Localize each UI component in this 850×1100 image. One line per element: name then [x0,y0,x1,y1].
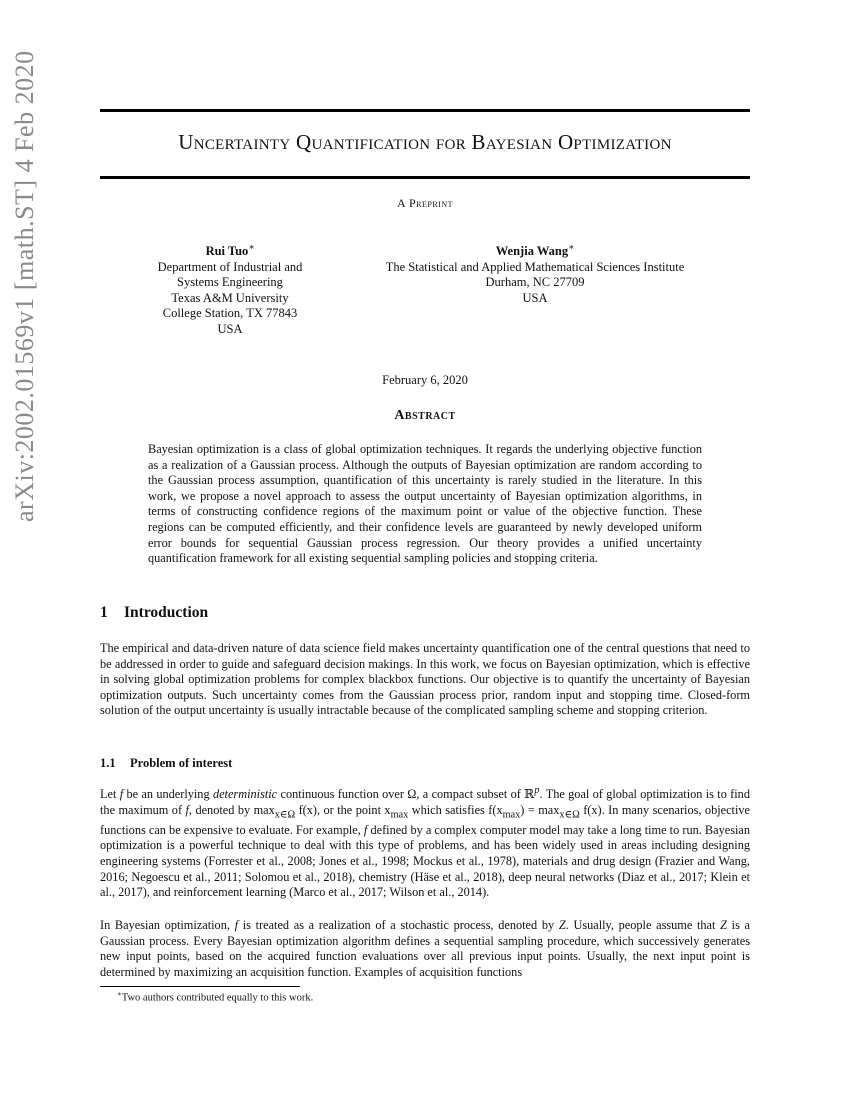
section-heading-introduction: 1 Introduction [100,604,209,621]
abstract-text: Bayesian optimization is a class of global optimization techniques. It regards the underlying objective function as a realization of a Gaussian process. Although the outputs of Bayesian optimization are random according to the Gaussian process assumption, quantification of this uncertainty is rarely studied in the literature. In this work, we propose a novel approach to assess the output uncertainty of Bayesian optimization algorithms, in terms of constructing confidence regions of the maximum point or value of the objective function. These regions can be computed efficiently, and their confidence levels are guaranteed by newly developed uniform error bounds for sequential Gaussian process regression. Our theory provides a unified uncertainty quantification framework for all existing sequential sampling policies and stopping criteria. [148,442,702,566]
affiliation-line: Texas A&M University [171,290,289,305]
arxiv-identifier-stamp: arXiv:2002.01569v1 [math.ST] 4 Feb 2020 [10,50,39,522]
preprint-label: A Preprint [396,196,453,210]
intro-paragraph: The empirical and data-driven nature of data science field makes uncertainty quantification one of the central questions that need to be addressed in order to guide and safeguard decision makings. In this work, we focus on Bayesian optimization, which is effective in solving global optimization problems for complex blackbox functions. Our objective is to quantify the uncertainty of Bayesian optimization outputs. Such uncertainty comes from the Gaussian process prior, random input and stopping time. Closed-form solution of the output uncertainty is usually intractable because of the complicated sampling scheme and stopping criterion. [100,641,750,718]
footnote-rule [100,986,300,987]
footnote: ∗Two authors contributed equally to this work. [117,990,314,1004]
problem-paragraph: Let f be an underlying deterministic continuous function over Ω, a compact subset of ℝ$^p$. The goal of global optimization is to find the maximum of f, denoted by $\max_{x\in\Omega} f(x)$, or the point $x_{max}$ which satisfies $f(x_{max}) = \max_{x\in\Omega} f(x)$. In many scenarios, objective functions can be expensive to evaluate. For example, f defined by a complex computer model may take a long time to run. Bayesian optimization is a powerful technique to deal with this type of problems, and has been widely used in areas including designing engineering systems (Forrester et al., 2008; Jones et al., 1998; Mockus et al., 1978), materials and drug design (Frazier and Wang, 2016; Negoescu et al., 2011; Solomou et al., 2018), chemistry (Häse et al., 2018), deep neural networks (Diaz et al., 2017; Klein et al., 2017), and reinforcement learning (Marco et al., 2017; Wilson et al., 2014). [100,785,750,900]
title-bottom-rule [100,176,750,179]
affiliation-line: Systems Engineering [177,275,283,290]
affiliation-line: College Station, TX 77843 [162,306,298,321]
bayesian-paragraph: In Bayesian optimization, f is treated as a realization of a stochastic process, denoted by Z. Usually, people assume that Z is a Gaussian process. Every Bayesian optimization algorithm defines a sequential sampling procedure, which successively generates new input points, based on the acquired function evaluations over all previous input points. Usually, the next input point is determined by maximizing an acquisition function. Examples of acquisition functions [100,918,750,979]
author-name: Rui Tuo∗ [205,242,255,259]
affiliation-line: The Statistical and Applied Mathematical Sciences Institute [385,259,685,274]
author-name: Wenjia Wang∗ [495,242,575,259]
author-block-tuo [130,240,330,337]
affiliation-line: Durham, NC 27709 [485,275,585,290]
author-block-wang [360,240,710,306]
affiliation-line: USA [217,321,243,336]
abstract-heading: Abstract [394,408,456,423]
affiliation-line: Department of Industrial and [157,259,303,274]
subsection-heading-problem: 1.1 Problem of interest [100,756,233,770]
publication-date: February 6, 2020 [382,373,468,387]
affiliation-line: USA [522,290,548,305]
title-top-rule [100,109,750,112]
paper-title: Uncertainty Quantification for Bayesian Optimization [178,130,672,154]
